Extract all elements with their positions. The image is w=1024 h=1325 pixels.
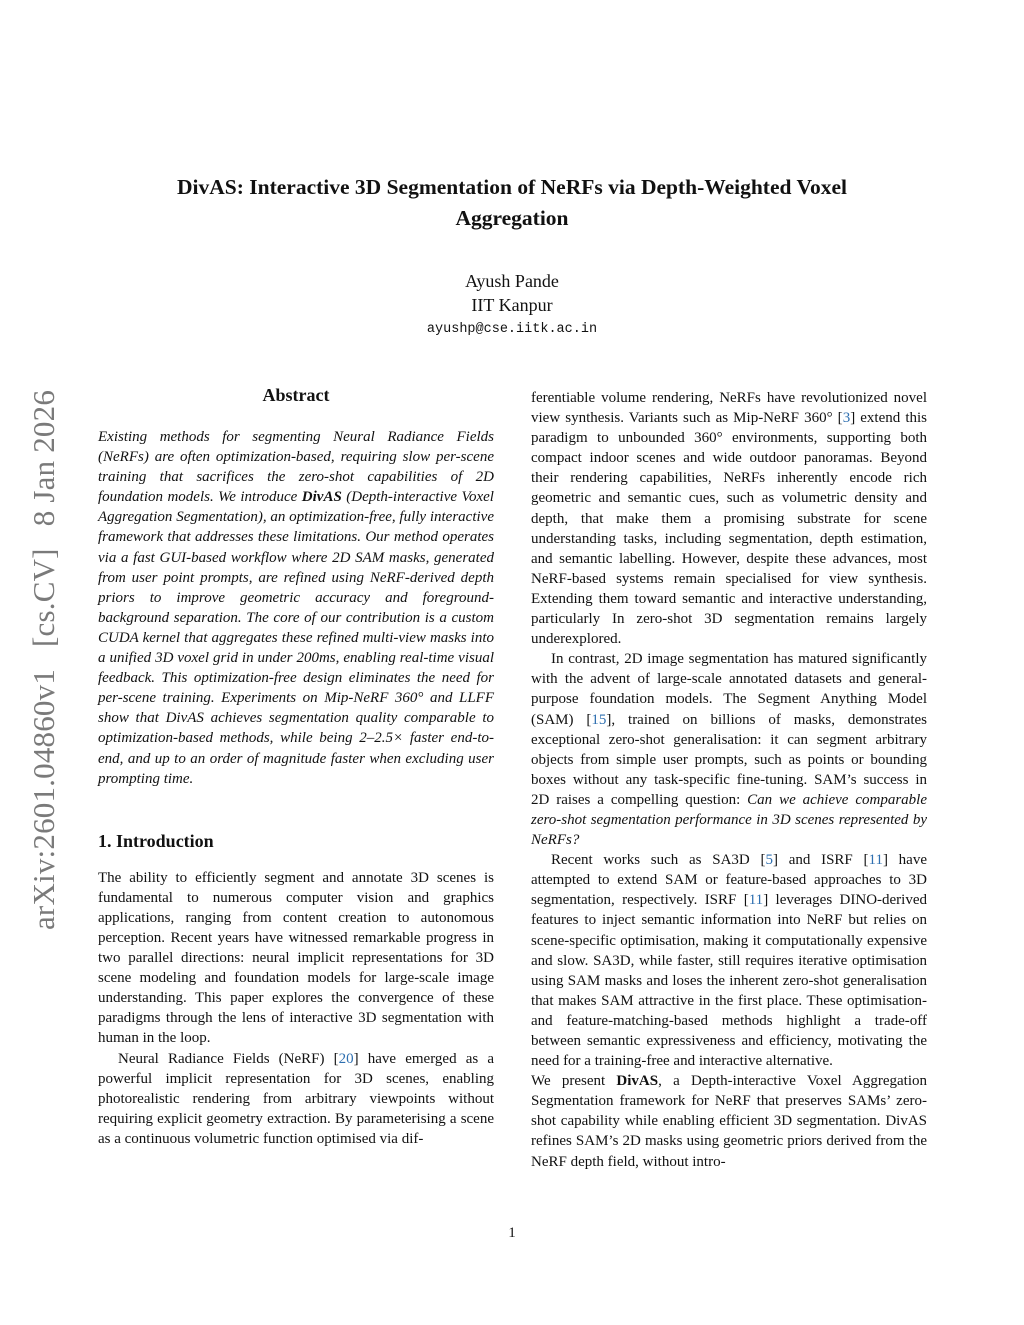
intro-paragraph-4: Recent works such as SA3D [5] and ISRF [11] have attempted to extend SAM or feature-based approaches to 3D segmentation, respectively. ISRF [11] leverages DINO-derived features to inject semantic information into NeRF but relies on scene-specific optimisation, making it computationally expensive and slow. SA3D, while faster, still requires iterative optimisation using SAM masks and loses the inherent zero-shot generalisation that makes SAM attractive in the first place. These optimisation- and feature-matching-based methods highlight a trade-off between semantic expressiveness and efficiency, motivating the need for a training-free and interactive alternative. bbox=[531, 852, 927, 1070]
citation-link[interactable]: 11 bbox=[748, 892, 764, 909]
right-column bbox=[531, 388, 927, 1172]
method-name: DivAS bbox=[616, 1073, 659, 1090]
abstract-body: Existing methods for segmenting Neural Radiance Fields (NeRFs) are often optimization-based, requiring slow per-scene training that sacrifices the zero-shot capabilities of 2D foundation models. We introduce DivAS (Depth-interactive Voxel Aggregation Segmentation), an optimization-free, fully interactive framework that addresses these limitations. Our method operates via a fast GUI-based workflow where 2D SAM masks, generated from user point prompts, are refined using NeRF-derived depth priors to improve geometric accuracy and foreground-background separation. The core of our contribution is a custom CUDA kernel that aggregates these refined multi-view masks into a unified 3D voxel grid in under 200ms, enabling real-time visual feedback. This optimization-free design eliminates the need for per-scene training. Experiments on Mip-NeRF 360° and LLFF show that DivAS achieves segmentation quality comparable to optimization-based methods, while being 2–2.5× faster end-to-end, and up to an order of magnitude faster when excluding user prompting time. bbox=[98, 429, 494, 787]
intro-paragraph-2: Neural Radiance Fields (NeRF) [20] have emerged as a powerful implicit representation for 3D scenes, enabling photorealistic rendering from arbitrary viewpoints without requiring explicit geometry extraction. By parameterising a scene as a continuous volumetric function optimised via dif- bbox=[98, 1050, 494, 1147]
title-line-2: Aggregation bbox=[455, 206, 569, 230]
author-affiliation: IIT Kanpur bbox=[471, 295, 553, 315]
arxiv-id: arXiv:2601.04860v1 bbox=[26, 668, 61, 931]
citation-link[interactable]: 15 bbox=[591, 711, 607, 728]
citation-link[interactable]: 5 bbox=[765, 852, 773, 869]
arxiv-category: [cs.CV] bbox=[26, 548, 61, 647]
title-line-1: DivAS: Interactive 3D Segmentation of NeRFs via Depth-Weighted Voxel bbox=[176, 175, 848, 199]
abstract-heading: Abstract bbox=[262, 385, 330, 405]
section-heading-introduction: 1. Introduction bbox=[98, 830, 214, 851]
page-number: 1 bbox=[508, 1225, 516, 1241]
intro-paragraph-3: In contrast, 2D image segmentation has matured significantly with the advent of large-scale annotated datasets and general-purpose foundation models. The Segment Anything Model (SAM) [15], trained on billions of masks, demonstrates exceptional zero-shot generalisation: it can segment arbitrary objects from simple user prompts, such as points or bounding boxes without any task-specific fine-tuning. SAM’s success in 2D raises a compelling question: Can we achieve comparable zero-shot segmentation performance in 3D scenes represented by NeRFs? bbox=[531, 651, 927, 849]
citation-link[interactable]: 20 bbox=[338, 1050, 354, 1067]
author-email: ayushp@cse.iitk.ac.in bbox=[426, 322, 598, 337]
intro-paragraph-1: The ability to efficiently segment and annotate 3D scenes is fundamental to numerous computer vision and graphics applications, ranging from content creation to autonomous perception. Recent years have witnessed remarkable progress in two parallel directions: neural implicit representations for 3D scene modeling and foundation models for large-scale image understanding. This paper explores the convergence of these paradigms through the lens of interactive 3D segmentation with human in the loop. bbox=[98, 869, 494, 1047]
arxiv-identifier bbox=[26, 390, 62, 930]
citation-link[interactable]: 3 bbox=[842, 410, 851, 427]
intro-paragraph-2-continued: ferentiable volume rendering, NeRFs have revolutionized novel view synthesis. Variants such as Mip-NeRF 360° [3] extend this paradigm to unbounded 360° environments, supporting both compact indoor scenes and wide outdoor panoramas. Beyond their rendering capabilities, NeRFs inherently encode rich geometric and semantic cues, such as volumetric density and depth, that make them a promising substrate for scene understanding tasks, including segmentation, depth estimation, and semantic labelling. However, despite these advances, most NeRF-based systems remain specialised for view synthesis. Extending them toward semantic and interactive understanding, particularly In zero-shot 3D segmentation remains largely underexplored. bbox=[531, 390, 927, 648]
citation-link[interactable]: 11 bbox=[868, 852, 883, 869]
left-column bbox=[98, 382, 494, 1149]
paper-title bbox=[110, 172, 914, 234]
research-question: Can we achieve comparable zero-shot segmentation performance in 3D scenes represented by NeRFs? bbox=[531, 791, 927, 849]
intro-paragraph-5: We present DivAS, a Depth-interactive Voxel Aggregation Segmentation framework for NeRF that preserves SAMs’ zero-shot capability while enabling efficient 3D segmentation. DivAS refines SAM’s 2D masks using geometric priors derived from the NeRF depth field, without intro- bbox=[531, 1073, 927, 1170]
abstract-method-name: DivAS bbox=[301, 489, 342, 506]
arxiv-date: 8 Jan 2026 bbox=[26, 389, 61, 527]
author-name: Ayush Pande bbox=[465, 271, 559, 291]
